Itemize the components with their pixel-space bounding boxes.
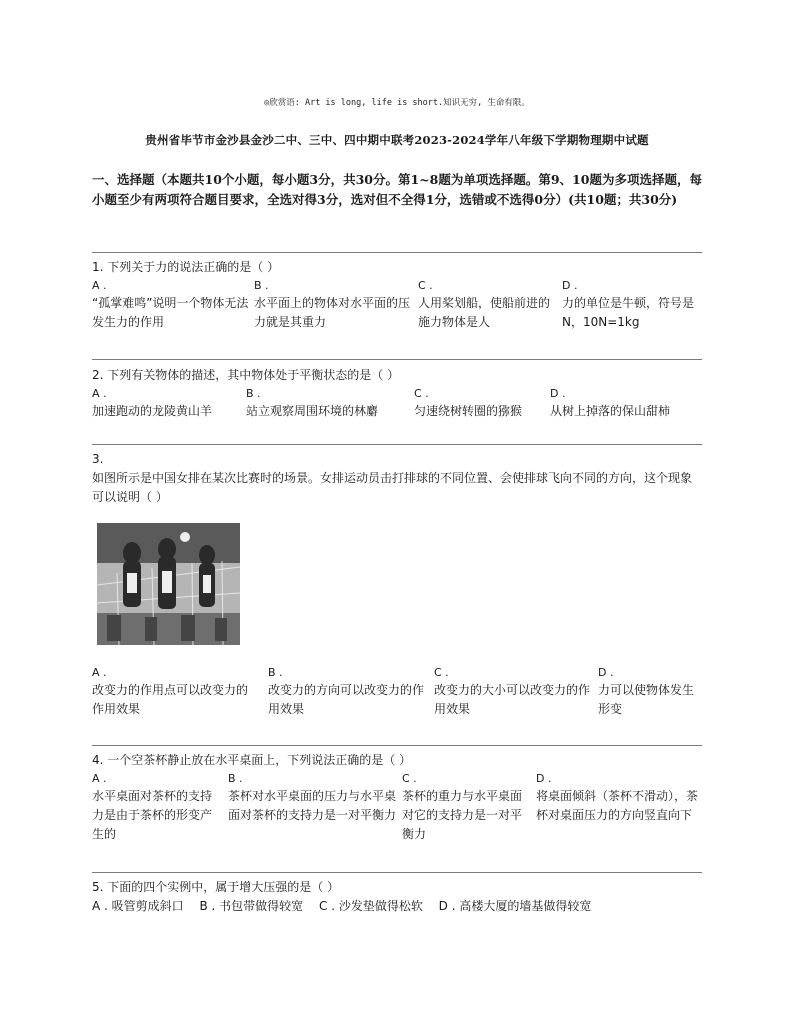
option-text: 茶杯对水平桌面的压力与水平桌面对茶杯的支持力是一对平衡力 [228,789,397,822]
option-c[interactable] [402,770,532,844]
section-heading: 一、选择题（本题共10个小题，每小题3分，共30分。第1~8题为单项选择题。第9、10题为多项选择题，每小题至少有两项符合题目要求，全选对得3分，选对但不全得1分，选错或不选得0分）(共10题；共30分) [92,172,702,207]
option-text: 力可以使物体发生形变 [598,683,695,716]
option-a[interactable] [92,277,250,332]
divider-rule [92,444,702,445]
option-text: 人用桨划船，使船前进的施力物体是人 [418,296,551,329]
option-a[interactable]: A . 吸管剪成斜口 [92,899,184,913]
option-b[interactable] [268,664,428,719]
option-text: 改变力的大小可以改变力的作用效果 [434,683,591,716]
question-2 [92,366,702,418]
option-b[interactable] [228,770,396,825]
question-stem: 5. 下面的四个实例中，属于增大压强的是（ ） [92,880,340,894]
option-c[interactable]: C . 沙发垫做得松软 [319,899,423,913]
question-3 [92,450,702,507]
option-c[interactable] [414,385,550,421]
option-text: 匀速绕树转圈的猕猴 [414,404,523,418]
question-stem: 4. 一个空茶杯静止放在水平桌面上，下列说法正确的是（ ） [92,753,412,767]
question-4 [92,751,702,841]
option-d[interactable] [598,664,702,719]
question-stem: 如图所示是中国女排在某次比赛时的场景。女排运动员击打排球的不同位置、会使排球飞向不同的方向，这个现象可以说明（ ） [92,471,693,504]
option-label: C . [402,772,417,785]
motto-line: ◎欣赏语: Art is long, life is short.知识无穷, 生命有限。 [264,98,530,108]
option-label: D . [550,387,566,400]
divider-rule [92,872,702,873]
divider-rule [92,252,702,253]
option-label: C . [414,387,429,400]
option-text: 力的单位是牛顿，符号是N，10N=1kg [562,296,695,329]
option-label: A . [92,387,107,400]
question-stem: 1. 下列关于力的说法正确的是（ ） [92,260,280,274]
option-text: 水平面上的物体对水平面的压力就是其重力 [254,296,411,329]
option-text: 从树上掉落的保山甜柿 [550,404,671,418]
option-label: D . [562,279,578,292]
option-label: A . [92,666,107,679]
option-a[interactable] [92,770,220,844]
option-text: 水平桌面对茶杯的支持力是由于茶杯的形变产生的 [92,789,213,841]
divider-rule [92,359,702,360]
option-label: B . [228,772,243,785]
question-number: 3. [92,452,104,466]
option-label: D . [598,666,614,679]
option-text: 加速跑动的龙陵黄山羊 [92,404,213,418]
option-c[interactable] [418,277,554,332]
option-a[interactable] [92,664,258,719]
option-a[interactable] [92,385,242,421]
exam-title: 贵州省毕节市金沙县金沙二中、三中、四中期中联考2023-2024学年八年级下学期物理期中试题 [145,133,649,147]
option-label: B . [254,279,269,292]
option-label: D . [536,772,552,785]
option-b[interactable]: B . 书包带做得较宽 [199,899,304,913]
option-label: B . [268,666,283,679]
option-list [92,897,702,916]
option-text: 站立观察周围环境的林麝 [246,404,379,418]
option-label: A . [92,772,107,785]
option-c[interactable] [434,664,594,719]
option-d[interactable] [550,385,702,421]
option-text: 将桌面倾斜（茶杯不滑动），茶杯对桌面压力的方向竖直向下 [536,789,699,822]
option-b[interactable] [254,277,410,332]
option-text: 改变力的方向可以改变力的作用效果 [268,683,425,716]
question-stem: 2. 下列有关物体的描述，其中物体处于平衡状态的是（ ） [92,368,400,382]
option-label: B . [246,387,261,400]
option-text: “孤掌难鸣”说明一个物体无法发生力的作用 [92,296,249,329]
option-label: C . [418,279,433,292]
divider-rule [92,745,702,746]
option-d[interactable] [562,277,702,332]
option-text: 改变力的作用点可以改变力的作用效果 [92,683,249,716]
option-d[interactable] [536,770,702,825]
option-d[interactable]: D . 高楼大厦的墙基做得较宽 [438,899,592,913]
option-text: 茶杯的重力与水平桌面对它的支持力是一对平衡力 [402,789,523,841]
option-label: A . [92,279,107,292]
option-b[interactable] [246,385,412,421]
option-label: C . [434,666,449,679]
question-1 [92,258,702,329]
volleyball-photo [97,523,240,645]
question-5 [92,878,702,916]
